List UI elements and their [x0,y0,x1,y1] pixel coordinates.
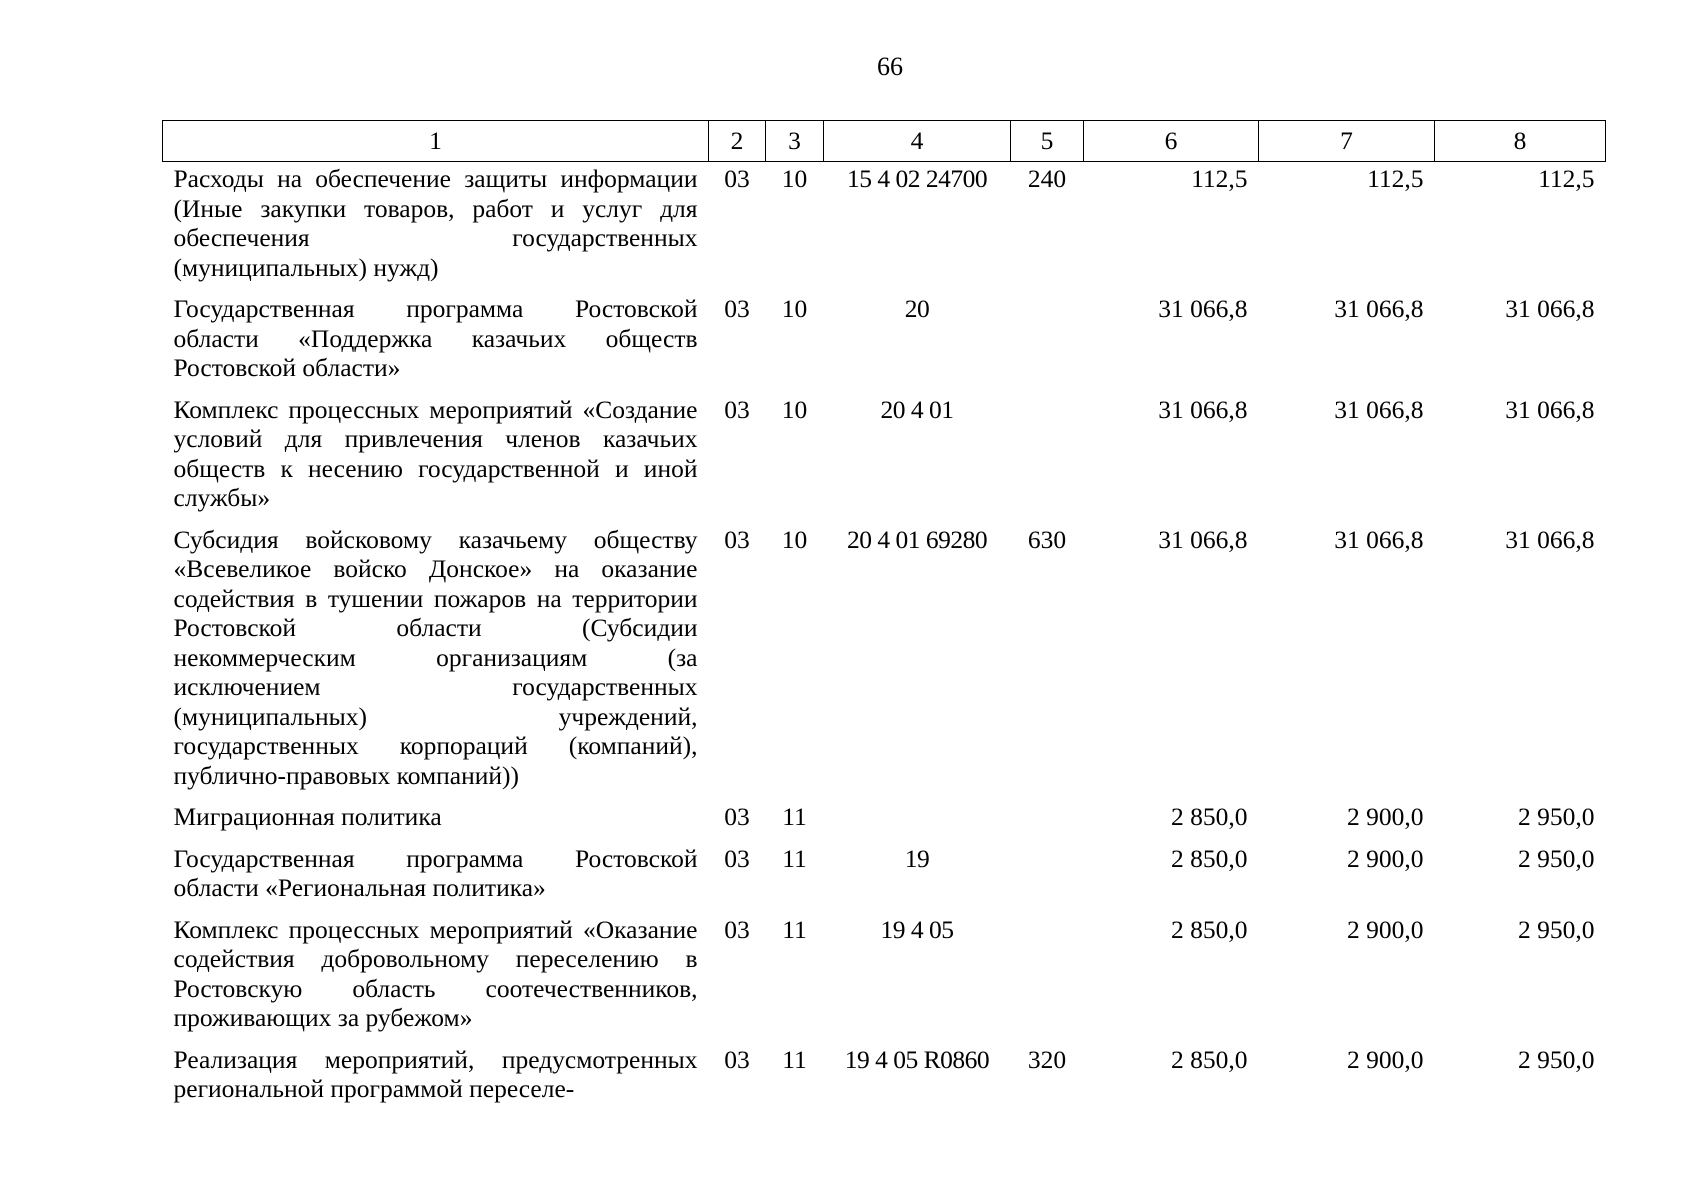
header-col-7: 7 [1259,121,1435,162]
row-section: 03 [724,843,750,873]
row-amount-1: 2 850,0 [1171,914,1248,944]
row-subsection: 11 [782,1044,807,1074]
row-expense-type [1011,842,1084,913]
row-expense-type [1011,913,1084,1043]
row-name: Расходы на обеспечение защиты информации (Иные закупки товаров, работ и услуг для обеспечения государственных (муниципальных) нужд) [173,164,698,282]
row-section: 03 [724,802,750,831]
row-amount-2: 31 066,8 [1334,294,1424,323]
row-target-code: 19 4 05 [880,914,954,944]
row-section: 03 [724,524,750,554]
row-amount-2: 31 066,8 [1334,524,1424,554]
header-col-3: 3 [766,121,824,162]
row-amount-1: 31 066,8 [1158,294,1248,323]
table-row [163,292,1606,393]
row-amount-2: 2 900,0 [1347,914,1424,944]
row-amount-3: 2 950,0 [1518,1044,1595,1074]
row-amount-1: 112,5 [1191,164,1248,193]
row-amount-1: 31 066,8 [1158,394,1248,424]
row-target-code: 19 4 05 R0860 [844,1044,990,1074]
row-section: 03 [724,914,750,944]
row-target-code [824,800,1011,842]
row-expense-type [1011,800,1084,842]
row-target-code: 15 4 02 24700 [846,164,988,193]
row-amount-1: 31 066,8 [1158,524,1248,554]
row-amount-2: 2 900,0 [1347,843,1424,873]
row-name: Комплекс процессных мероприятий «Создание условий для привлечения членов казачьих обществ к несению государственной и иной службы» [173,394,698,512]
row-section: 03 [724,164,750,193]
row-amount-2: 31 066,8 [1334,394,1424,424]
row-subsection: 11 [782,843,807,873]
row-expense-type [1011,292,1084,393]
row-amount-3: 31 066,8 [1505,394,1595,424]
header-col-2: 2 [709,121,766,162]
row-amount-3: 31 066,8 [1505,294,1595,323]
row-amount-2: 2 900,0 [1347,802,1424,831]
page-number: 66 [877,52,903,81]
header-col-6: 6 [1084,121,1259,162]
row-amount-2: 2 900,0 [1347,1044,1424,1074]
row-name: Комплекс процессных мероприятий «Оказание содействия добровольному переселению в Ростовскую область соотечественников, проживающих за рубежом» [173,914,698,1032]
row-subsection: 11 [782,802,807,831]
row-expense-type: 240 [1027,164,1067,193]
row-amount-3: 2 950,0 [1518,802,1595,831]
row-name: Государственная программа Ростовской области «Поддержка казачьих обществ Ростовской области» [173,294,698,382]
table-row [163,393,1606,523]
table-row [163,800,1606,842]
row-amount-1: 2 850,0 [1171,843,1248,873]
header-col-4: 4 [824,121,1011,162]
row-amount-3: 31 066,8 [1505,524,1595,554]
header-row [163,121,1606,162]
row-amount-3: 112,5 [1538,164,1595,193]
row-amount-2: 112,5 [1367,164,1424,193]
row-subsection: 10 [781,524,808,554]
row-section: 03 [724,294,750,323]
row-subsection: 11 [782,914,807,944]
header-col-8: 8 [1435,121,1606,162]
header-col-1: 1 [163,121,709,162]
row-section: 03 [724,1044,750,1074]
row-target-code: 19 [904,843,930,873]
row-target-code: 20 [904,294,930,323]
header-col-5: 5 [1011,121,1084,162]
row-subsection: 10 [781,394,808,424]
row-expense-type [1011,393,1084,523]
row-name: Государственная программа Ростовской области «Региональная политика» [173,843,698,902]
row-expense-type: 320 [1027,1044,1067,1074]
budget-table [162,120,1606,1114]
row-target-code: 20 4 01 69280 [846,524,988,554]
table-row [163,842,1606,913]
table-row [163,162,1606,293]
row-amount-3: 2 950,0 [1518,843,1595,873]
row-section: 03 [724,394,750,424]
row-amount-1: 2 850,0 [1171,1044,1248,1074]
row-amount-3: 2 950,0 [1518,914,1595,944]
row-name: Миграционная политика [173,802,442,831]
table-row [163,523,1606,801]
row-name: Реализация мероприятий, предусмотренных региональной программой переселе- [173,1044,698,1103]
table-row [163,913,1606,1043]
table-row [163,1043,1606,1114]
row-amount-1: 2 850,0 [1171,802,1248,831]
row-target-code: 20 4 01 [880,394,954,424]
row-subsection: 10 [781,294,808,323]
row-name: Субсидия войсковому казачьему обществу «Всевеликое войско Донское» на оказание содействия в тушении пожаров на территории Ростовской области (Субсидии некоммерческим организациям (за исключением государственных (муниципальных) учреждений, государственных корпораций (компаний), публично-правовых компаний)) [173,524,698,790]
row-subsection: 10 [781,164,808,193]
row-expense-type: 630 [1027,524,1067,554]
